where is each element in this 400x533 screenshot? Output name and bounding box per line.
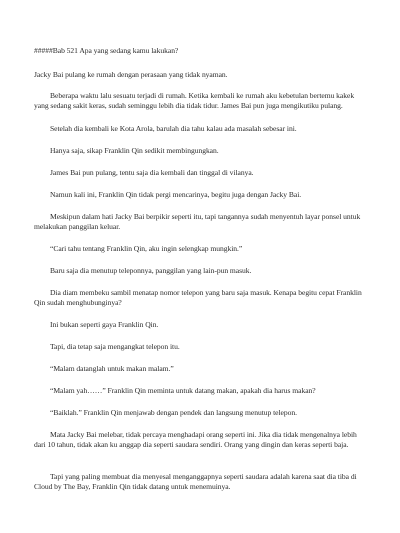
paragraph: “Malam datanglah untuk makan malam.” [50,364,174,373]
paragraph: Ini bukan seperti gaya Franklin Qin. [50,320,159,329]
paragraph: “Cari tahu tentang Franklin Qin, aku ingin selengkap mungkin.” [50,244,243,253]
paragraph: Baru saja dia menutup teleponnya, panggilan yang lain-pun masuk. [50,266,252,275]
paragraph: Tapi yang paling membuat dia menyesal menganggapnya seperti saudara adalah karena saat dia tiba di Cloud by The Bay, Franklin Qin tidak datang untuk menemuinya. [34,472,357,492]
paragraph: Dia diam membeku sambil menatap nomor telepon yang baru saja masuk. Kenapa begitu cepat Franklin Qin sudah menghubunginya? [34,288,362,308]
paragraph: Hanya saja, sikap Franklin Qin sedikit membingungkan. [50,146,219,155]
paragraph: Meskipun dalam hati Jacky Bai berpikir seperti itu, tapi tangannya sudah menyentuh layar ponsel untuk melakukan panggilan keluar. [34,212,361,232]
paragraph: Tapi, dia tetap saja mengangkat telepon itu. [50,342,180,351]
paragraph: James Bai pun pulang, tentu saja dia kembali dan tinggal di vilanya. [50,168,254,177]
paragraph: “Baiklah.” Franklin Qin menjawab dengan pendek dan langsung menutup telepon. [50,408,297,417]
paragraph: Jacky Bai pulang ke rumah dengan perasaan yang tidak nyaman. [34,70,228,79]
paragraph: Setelah dia kembali ke Kota Arola, barulah dia tahu kalau ada masalah sebesar ini. [50,124,297,133]
paragraph: Mata Jacky Bai melebar, tidak percaya menghadapi orang seperti ini. Jika dia tidak mengenalnya lebih dari 10 tahun, tidak akan ku anggap dia seperti saudara sendiri. Orang yang dingin dan keras seperti baja. [34,430,357,450]
paragraph: “Malam yah……” Franklin Qin meminta untuk datang makan, apakah dia harus makan? [50,386,316,395]
paragraph: Beberapa waktu lalu sesuatu terjadi di rumah. Ketika kembali ke rumah aku kebetulan bertemu kakek yang sedang sakit keras, sudah seminggu lebih dia tidak tidur. James Bai pun juga mengikutiku pulang. [34,91,355,111]
chapter-title: #####Bab 521 Apa yang sedang kamu lakukan? [34,46,179,55]
paragraph: Namun kali ini, Franklin Qin tidak pergi mencarinya, begitu juga dengan Jacky Bai. [50,190,302,199]
